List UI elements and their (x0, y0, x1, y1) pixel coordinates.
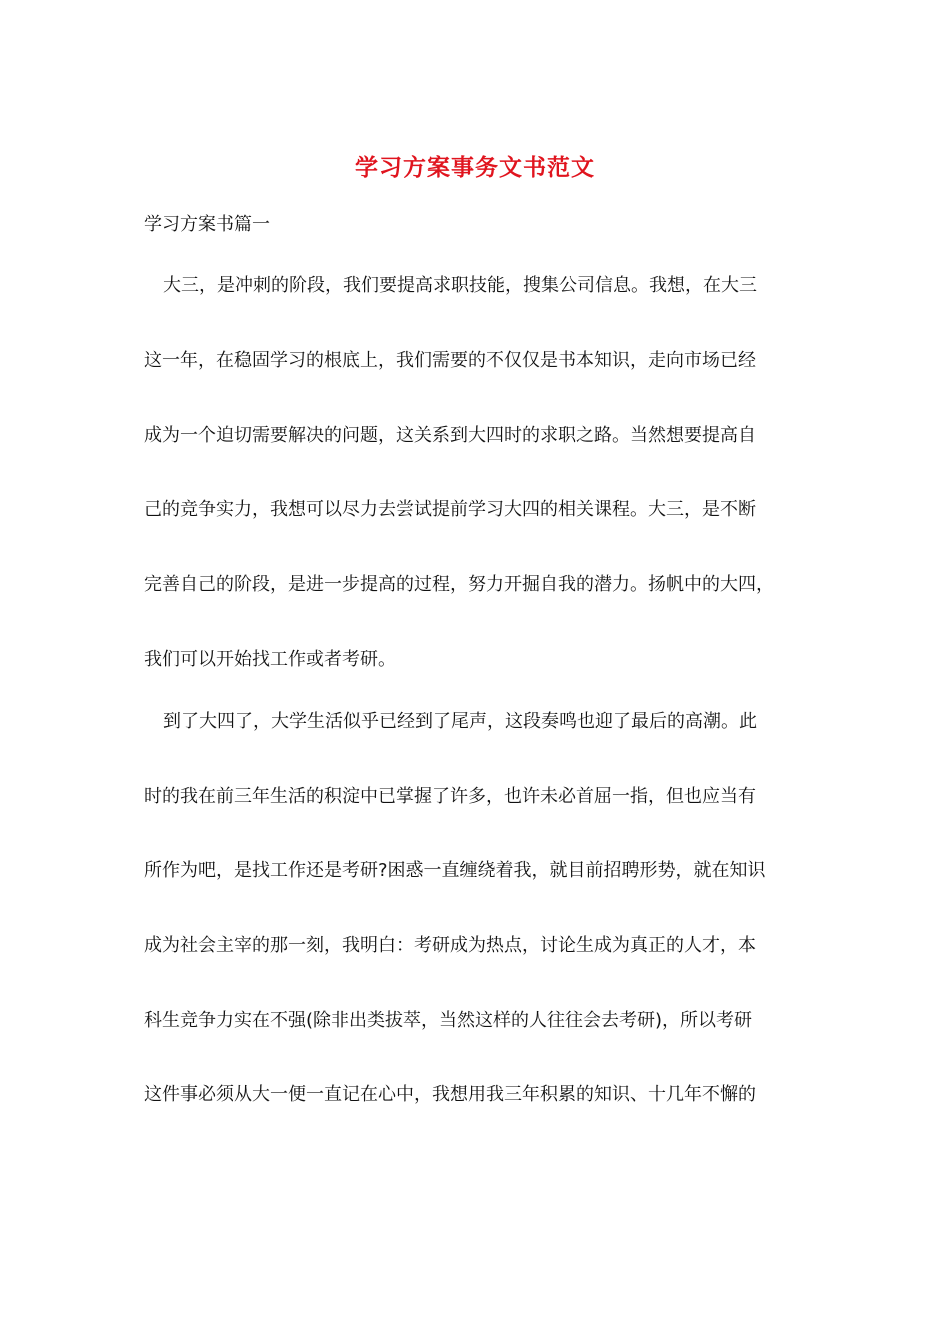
paragraph-line: 时的我在前三年生活的积淀中已掌握了许多，也许未必首屈一指，但也应当有 (144, 786, 756, 807)
paragraph-line: 这件事必须从大一便一直记在心中，我想用我三年积累的知识、十几年不懈的 (144, 1084, 756, 1105)
paragraph-line: 成为社会主宰的那一刻，我明白：考研成为热点，讨论生成为真正的人才，本 (144, 935, 756, 956)
paragraph-line: 科生竞争力实在不强(除非出类拔萃，当然这样的人往往会去考研)，所以考研 (144, 1010, 753, 1031)
paragraph-line: 大三，是冲刺的阶段，我们要提高求职技能，搜集公司信息。我想，在大三 (163, 275, 757, 296)
paragraph-line: 到了大四了，大学生活似乎已经到了尾声，这段奏鸣也迎了最后的高潮。此 (163, 711, 757, 732)
paragraph-line: 己的竞争实力，我想可以尽力去尝试提前学习大四的相关课程。大三，是不断 (144, 499, 756, 520)
section-heading: 学习方案书篇一 (144, 214, 270, 235)
paragraph-line: 我们可以开始找工作或者考研。 (144, 649, 396, 670)
document-title: 学习方案事务文书范文 (355, 154, 595, 181)
paragraph-line: 成为一个迫切需要解决的问题，这关系到大四时的求职之路。当然想要提高自 (144, 425, 756, 446)
paragraph-line: 所作为吧，是找工作还是考研?困惑一直缠绕着我，就目前招聘形势，就在知识 (144, 860, 766, 881)
paragraph-line: 完善自己的阶段，是进一步提高的过程，努力开掘自我的潜力。扬帆中的大四， (144, 574, 774, 595)
paragraph-line: 这一年，在稳固学习的根底上，我们需要的不仅仅是书本知识，走向市场已经 (144, 350, 756, 371)
